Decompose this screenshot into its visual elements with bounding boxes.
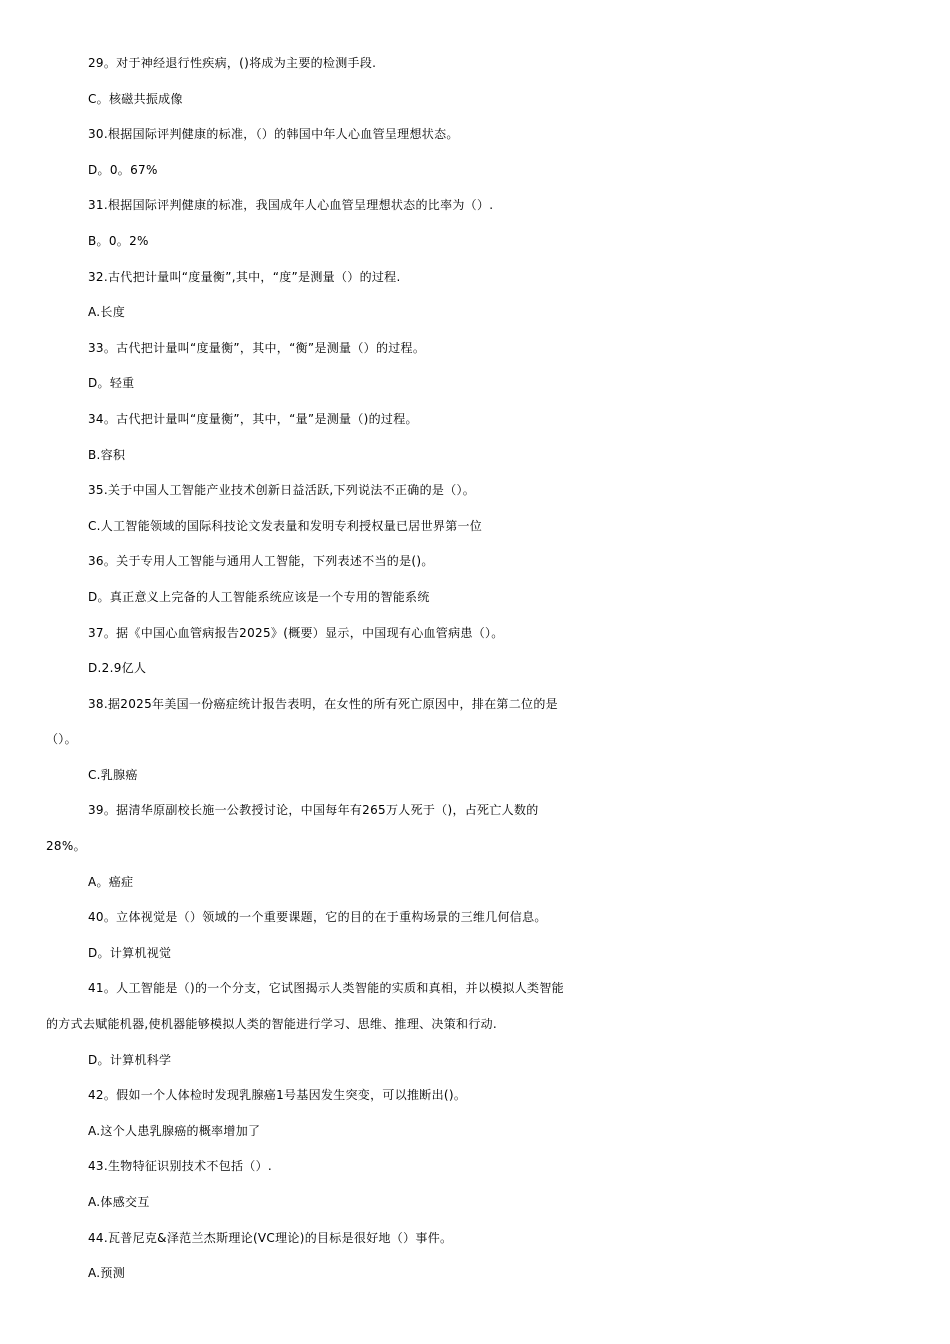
answer-38: C.乳腺癌 [88, 767, 138, 782]
question-40: 40。立体视觉是（）领域的一个重要课题，它的目的在于重构场景的三维几何信息。 [88, 910, 547, 925]
answer-36: D。真正意义上完备的人工智能系统应该是一个专用的智能系统 [88, 589, 430, 604]
question-33: 33。古代把计量叫“度量衡”，其中，“衡”是测量（）的过程。 [88, 340, 426, 355]
answer-37: D.2.9亿人 [88, 661, 147, 676]
question-44: 44.瓦普尼克&泽范兰杰斯理论(VC理论)的目标是很好地（）事件。 [88, 1230, 453, 1245]
question-42: 42。假如一个人体检时发现乳腺癌1号基因发生突变，可以推断出()。 [88, 1088, 467, 1103]
question-31: 31.根据国际评判健康的标准，我国成年人心血管呈理想状态的比率为（）. [88, 198, 494, 213]
question-38-continued: （）。 [46, 732, 77, 747]
question-41: 41。人工智能是（)的一个分支，它试图揭示人类智能的实质和真相，并以模拟人类智能 [88, 981, 564, 996]
question-36: 36。关于专用人工智能与通用人工智能，下列表述不当的是()。 [88, 554, 434, 569]
answer-40: D。计算机视觉 [88, 945, 172, 960]
question-32: 32.古代把计量叫“度量衡”,其中，“度”是测量（）的过程. [88, 269, 401, 284]
question-35: 35.关于中国人工智能产业技术创新日益活跃,下列说法不正确的是（）。 [88, 483, 476, 498]
answer-34: B.容积 [88, 447, 126, 462]
answer-39: A。癌症 [88, 874, 134, 889]
question-41-continued: 的方式去赋能机器,使机器能够模拟人类的智能进行学习、思维、推理、决策和行动. [46, 1017, 498, 1032]
question-43: 43.生物特征识别技术不包括（）. [88, 1159, 272, 1174]
question-38: 38.据2025年美国一份癌症统计报告表明，在女性的所有死亡原因中，排在第二位的是 [88, 696, 558, 711]
answer-29: C。核磁共振成像 [88, 91, 183, 106]
question-34: 34。古代把计量叫“度量衡”，其中，“量”是测量（)的过程。 [88, 411, 418, 426]
answer-43: A.体感交互 [88, 1195, 150, 1209]
answer-31: B。0。2% [88, 233, 149, 248]
question-39: 39。据清华原副校长施一公教授讨论，中国每年有265万人死于（)，占死亡人数的 [88, 803, 539, 818]
answer-33: D。轻重 [88, 376, 135, 391]
answer-35: C.人工智能领域的国际科技论文发表量和发明专利授权量已居世界第一位 [88, 518, 483, 533]
question-37: 37。据《中国心血管病报告2025》(概要）显示，中国现有心血管病患（）。 [88, 625, 504, 640]
answer-41: D。计算机科学 [88, 1052, 172, 1067]
answer-44: A.预测 [88, 1266, 126, 1281]
answer-32: A.长度 [88, 305, 126, 320]
answer-30: D。0。67% [88, 162, 158, 177]
answer-42: A.这个人患乳腺癌的概率增加了 [88, 1123, 261, 1138]
question-39-continued: 28%。 [46, 839, 86, 854]
question-30: 30.根据国际评判健康的标准，（）的韩国中年人心血管呈理想状态。 [88, 127, 459, 142]
question-29: 29。对于神经退行性疾病，()将成为主要的检测手段. [88, 56, 377, 70]
